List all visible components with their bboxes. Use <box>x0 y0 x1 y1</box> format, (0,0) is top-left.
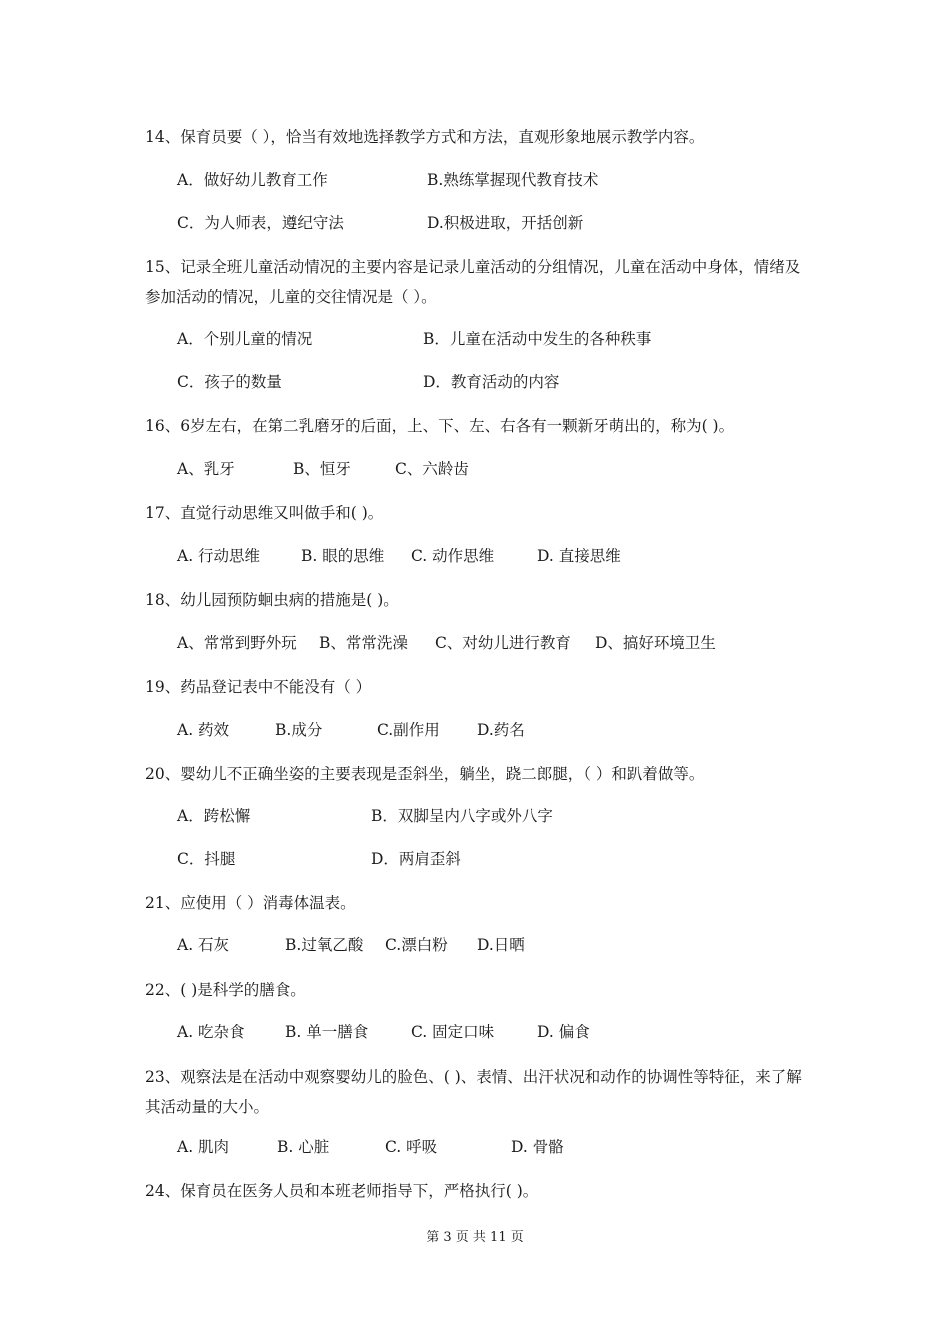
option-d: D. 直接思维 <box>537 547 621 565</box>
option-b: B、常常洗澡 <box>319 634 408 652</box>
option-c: C．孩子的数量 <box>177 373 282 391</box>
question-17: 17、直觉行动思维又叫做手和( )。 <box>145 504 384 522</box>
option-d: D.积极进取，开括创新 <box>427 214 584 232</box>
page-footer: 第 3 页 共 11 页 <box>426 1230 524 1245</box>
option-d: D. 骨骼 <box>511 1138 564 1156</box>
option-a: A．做好幼儿教育工作 <box>177 171 328 189</box>
option-d: D. 偏食 <box>537 1023 590 1041</box>
question-21: 21、应使用（ ）消毒体温表。 <box>145 894 356 912</box>
question-23: 23、观察法是在活动中观察婴幼儿的脸色、( )、表情、出汗状况和动作的协调性等特征，来了解其活动量的大小。 <box>145 1068 802 1116</box>
question-14: 14、保育员要（ ），恰当有效地选择教学方式和方法，直观形象地展示教学内容。 <box>145 128 705 146</box>
option-a: A. 药效 <box>177 721 230 739</box>
option-a: A、乳牙 <box>177 460 235 478</box>
option-b: B.熟练掌握现代教育技术 <box>427 171 599 189</box>
option-c: C. 动作思维 <box>411 547 495 565</box>
question-19: 19、药品登记表中不能没有（ ） <box>145 678 372 696</box>
option-b: B. 眼的思维 <box>301 547 385 565</box>
option-c: C. 呼吸 <box>385 1138 438 1156</box>
option-b: B. 单一膳食 <box>285 1023 369 1041</box>
option-c: C.漂白粉 <box>385 936 448 954</box>
option-c: C.副作用 <box>377 721 440 739</box>
option-d: D．两肩歪斜 <box>371 850 461 868</box>
option-a: A. 石灰 <box>177 936 230 954</box>
option-b: B.过氧乙酸 <box>285 936 364 954</box>
option-b: B．儿童在活动中发生的各种秩事 <box>423 330 652 348</box>
option-c: C．抖腿 <box>177 850 236 868</box>
question-18: 18、幼儿园预防蛔虫病的措施是( )。 <box>145 591 399 609</box>
question-20: 20、婴幼儿不正确坐姿的主要表现是歪斜坐，躺坐，跷二郎腿，（ ）和趴着做等。 <box>145 765 705 783</box>
question-15: 15、记录全班儿童活动情况的主要内容是记录儿童活动的分组情况，儿童在活动中身体，情绪及参加活动的情况，儿童的交往情况是（ ）。 <box>145 258 801 306</box>
option-c: C. 固定口味 <box>411 1023 495 1041</box>
option-d: D、搞好环境卫生 <box>595 634 716 652</box>
option-b: B.成分 <box>275 721 323 739</box>
option-d: D.药名 <box>477 721 525 739</box>
option-b: B. 心脏 <box>277 1138 330 1156</box>
option-a: A. 吃杂食 <box>177 1023 245 1041</box>
option-b: B、恒牙 <box>293 460 351 478</box>
option-a: A．个别儿童的情况 <box>177 330 313 348</box>
option-a: A. 肌肉 <box>177 1138 230 1156</box>
option-d: D．教育活动的内容 <box>423 373 560 391</box>
option-c: C、六龄齿 <box>395 460 469 478</box>
option-a: A、常常到野外玩 <box>177 634 297 652</box>
question-16: 16、6岁左右，在第二乳磨牙的后面，上、下、左、右各有一颗新牙萌出的，称为( )。 <box>145 417 735 435</box>
option-a: A．跨松懈 <box>177 807 251 825</box>
question-22: 22、( )是科学的膳食。 <box>145 981 306 999</box>
option-c: C、对幼儿进行教育 <box>435 634 571 652</box>
option-b: B．双脚呈内八字或外八字 <box>371 807 553 825</box>
option-d: D.日晒 <box>477 936 525 954</box>
option-a: A. 行动思维 <box>177 547 261 565</box>
question-24: 24、保育员在医务人员和本班老师指导下，严格执行( )。 <box>145 1182 539 1200</box>
option-c: C．为人师表，遵纪守法 <box>177 214 344 232</box>
